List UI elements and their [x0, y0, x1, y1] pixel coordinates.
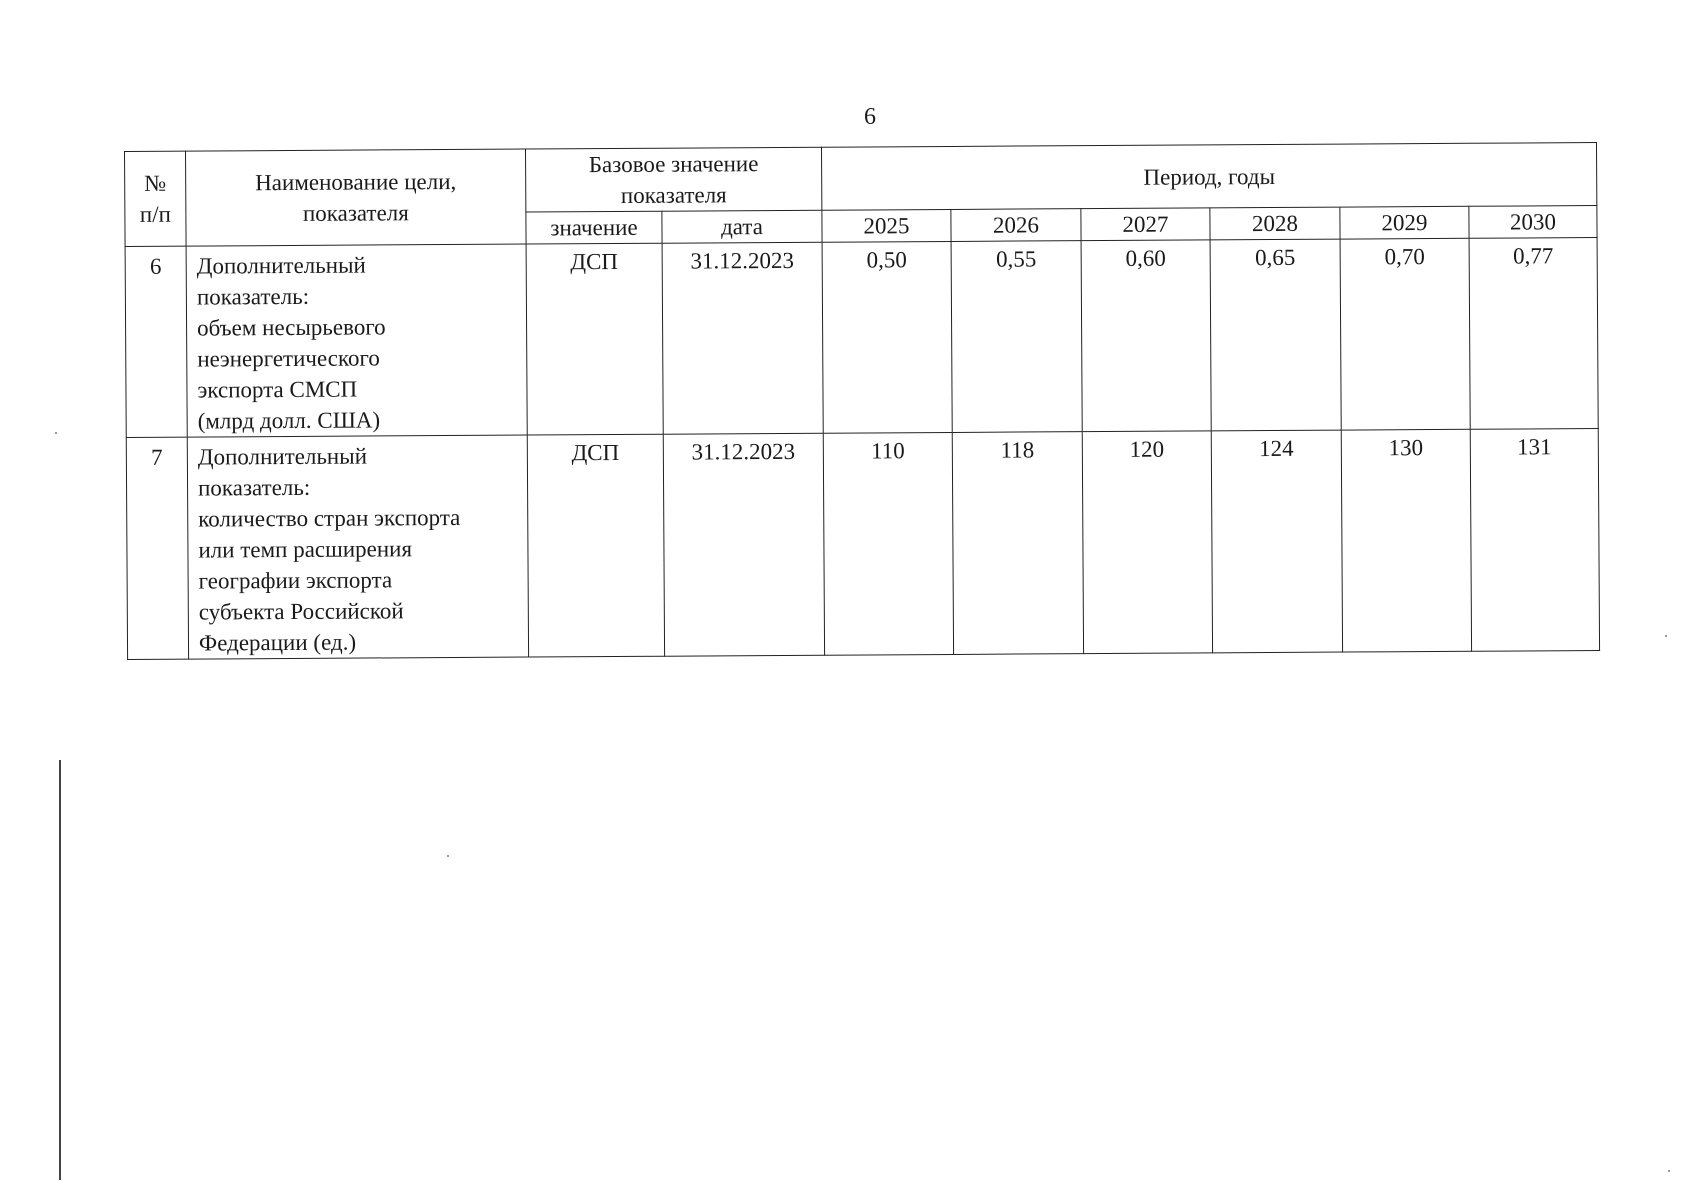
indicator-name	[187, 435, 528, 659]
indicator-name-line: (млрд долл. США)	[197, 407, 381, 434]
indicator-name-line: Дополнительный	[197, 443, 368, 470]
year-value: 120	[1082, 431, 1212, 654]
indicator-name-line: показатель:	[197, 474, 311, 501]
base-date: 31.12.2023	[663, 433, 824, 656]
header-year: 2026	[951, 209, 1081, 242]
header-base-group: Базовое значение показателя	[525, 147, 821, 212]
row-number: 6	[125, 246, 187, 437]
base-value: ДСП	[526, 243, 663, 435]
header-year: 2025	[822, 209, 951, 242]
year-value: 0,50	[822, 241, 952, 433]
header-num: № п/п	[125, 151, 187, 246]
row-number: 7	[126, 437, 188, 659]
header-base-value: значение	[526, 211, 662, 244]
year-value: 130	[1341, 429, 1471, 652]
header-year: 2028	[1210, 207, 1340, 240]
indicator-name-line: показатель:	[196, 283, 310, 310]
scan-speck	[447, 855, 449, 857]
year-value: 118	[952, 432, 1083, 655]
year-value: 124	[1211, 430, 1342, 653]
page-number: 6	[864, 104, 876, 130]
indicator-name-line: неэнергетического	[197, 345, 380, 372]
year-value: 131	[1470, 428, 1599, 651]
year-value: 0,70	[1340, 238, 1470, 430]
year-value: 0,55	[951, 241, 1082, 433]
indicator-name-line: географии экспорта	[198, 567, 393, 594]
base-value: ДСП	[527, 434, 664, 657]
indicator-name-line: количество стран экспорта	[198, 504, 461, 532]
year-value: 0,77	[1469, 238, 1598, 430]
header-period-group: Период, годы	[822, 143, 1597, 211]
header-year: 2027	[1081, 208, 1210, 241]
header-year: 2029	[1340, 206, 1469, 239]
year-value: 110	[823, 432, 953, 655]
table-row	[125, 238, 1598, 438]
indicator-name-line: экспорта СМСП	[197, 376, 358, 403]
indicator-table	[124, 142, 1600, 660]
table-header-row	[125, 143, 1597, 215]
indicator-name-line: или темп расширения	[198, 536, 413, 563]
indicator-name-line: субъекта Российской	[198, 598, 404, 625]
scan-speck	[1668, 1170, 1670, 1172]
indicator-name-line: объем несырьевого	[197, 314, 386, 341]
table-row	[126, 428, 1599, 659]
indicator-name-line: Дополнительный	[196, 252, 366, 279]
scan-speck	[55, 432, 57, 434]
header-base-date: дата	[662, 210, 822, 243]
year-value: 0,60	[1081, 240, 1211, 432]
binding-margin-line	[59, 760, 61, 1180]
year-value: 0,65	[1210, 239, 1341, 431]
base-date: 31.12.2023	[662, 242, 823, 434]
scan-speck	[1665, 635, 1667, 637]
indicator-name	[186, 244, 527, 437]
indicator-name-line: Федерации (ед.)	[198, 629, 357, 656]
header-name: Наименование цели, показателя	[186, 149, 527, 246]
header-year: 2030	[1469, 206, 1597, 239]
